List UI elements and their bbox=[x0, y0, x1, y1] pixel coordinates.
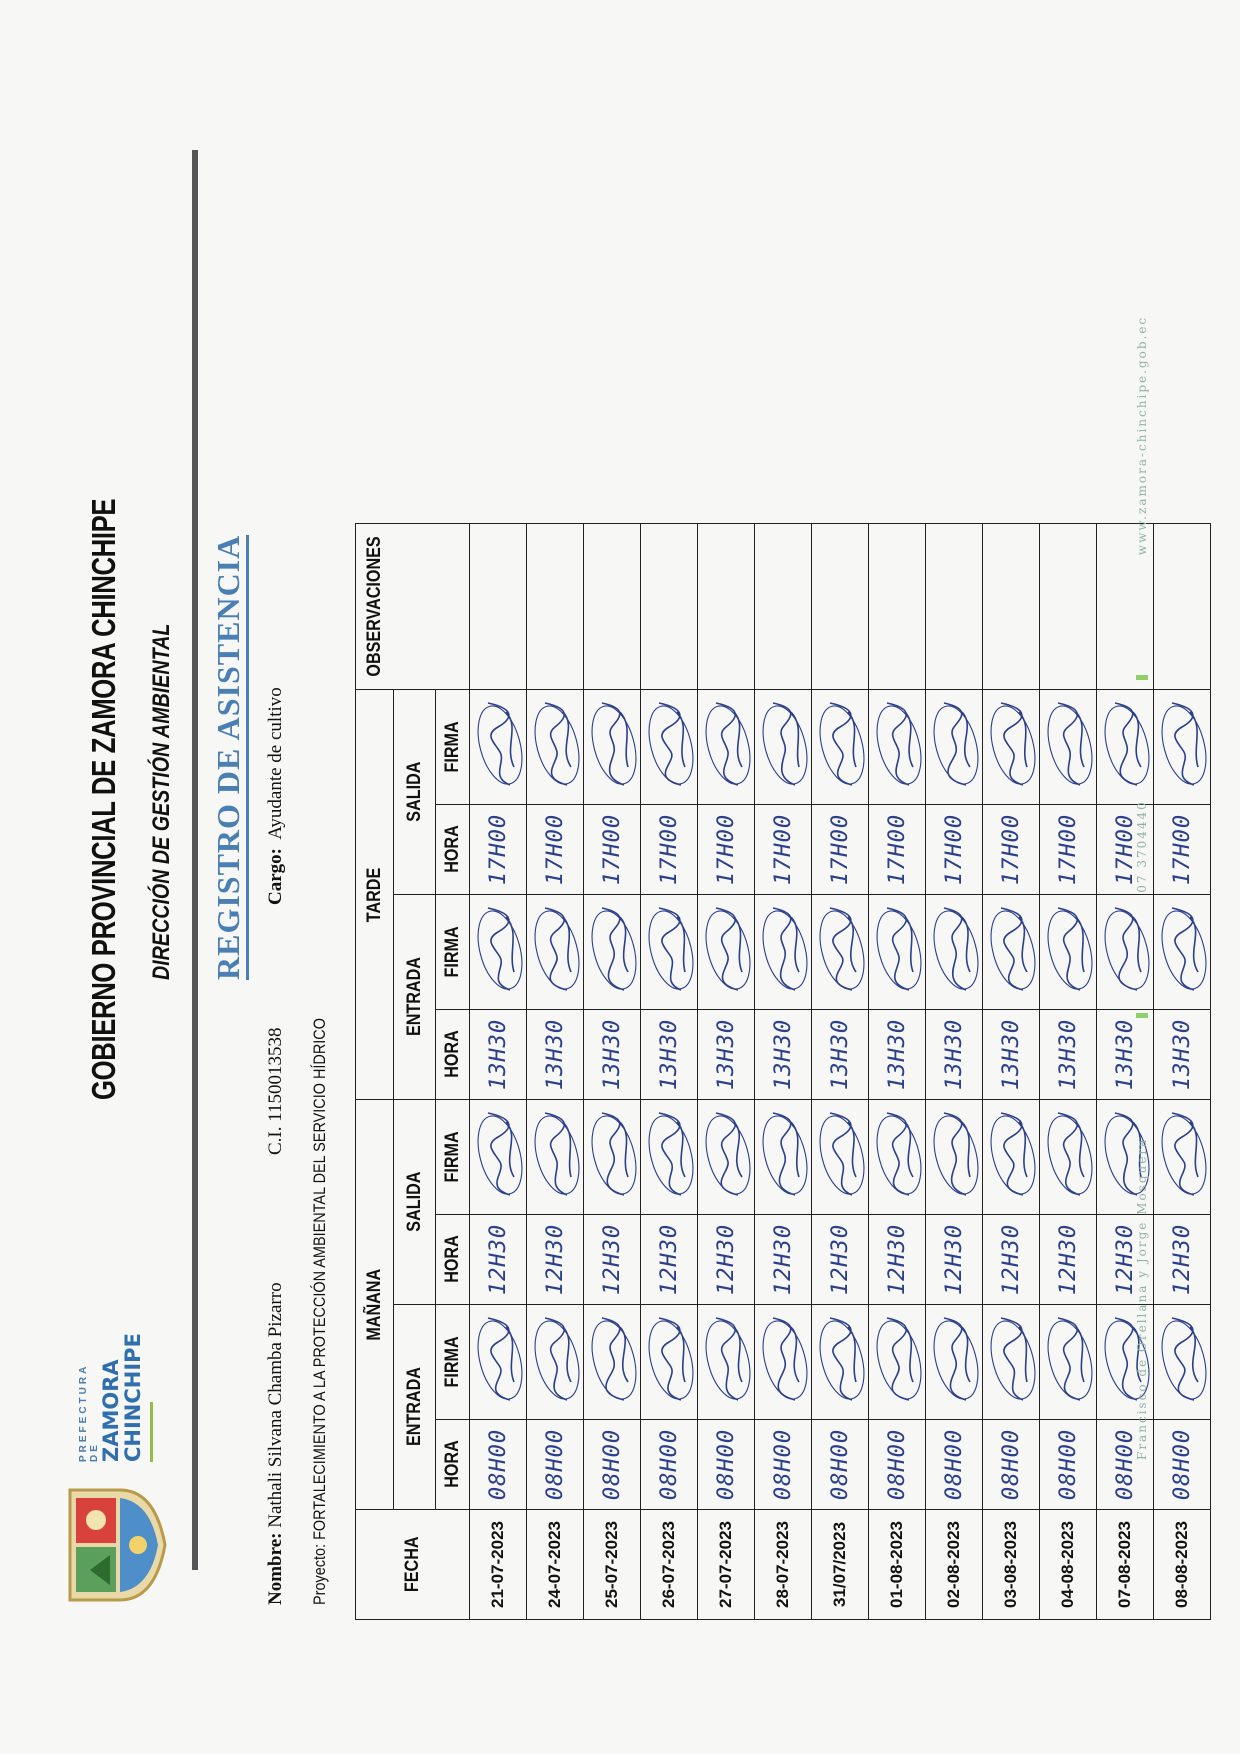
header-rule bbox=[192, 150, 198, 1570]
tarde-entrada-firma bbox=[926, 895, 983, 1010]
signature-mark bbox=[698, 1312, 754, 1412]
signature-mark bbox=[1040, 1312, 1096, 1412]
table-row bbox=[926, 523, 983, 1619]
header-firma: FIRMA bbox=[436, 1305, 470, 1420]
header-tarde-entrada: ENTRADA bbox=[394, 895, 436, 1100]
signature-mark bbox=[641, 902, 697, 1002]
document-title bbox=[210, 535, 247, 980]
signature-mark bbox=[698, 902, 754, 1002]
manana-salida-firma bbox=[812, 1100, 869, 1215]
signature-mark bbox=[698, 1107, 754, 1207]
manana-salida-firma bbox=[1040, 1100, 1097, 1215]
coat-of-arms-logo bbox=[60, 1470, 170, 1620]
signature-mark bbox=[584, 697, 640, 797]
signature-mark bbox=[1040, 1107, 1096, 1207]
tarde-salida-hora: 17H00 bbox=[641, 805, 698, 895]
tarde-entrada-firma bbox=[1154, 895, 1211, 1010]
signature-mark bbox=[527, 902, 583, 1002]
manana-entrada-firma bbox=[641, 1305, 698, 1420]
observaciones-cell bbox=[584, 523, 641, 689]
row-date: 31/07/2023 bbox=[812, 1510, 869, 1620]
table-row bbox=[584, 523, 641, 1619]
brand-line2: CHINCHIPE bbox=[121, 1333, 145, 1462]
tarde-salida-hora: 17H00 bbox=[1097, 805, 1154, 895]
signature-mark bbox=[527, 697, 583, 797]
name-label: Nombre: bbox=[265, 1532, 286, 1605]
signature-mark bbox=[983, 902, 1039, 1002]
document-title-text: REGISTRO DE ASISTENCIA bbox=[210, 535, 249, 980]
government-title: GOBIERNO PROVINCIAL DE ZAMORA CHINCHIPE bbox=[85, 498, 122, 1100]
name-field bbox=[265, 1282, 287, 1605]
tarde-salida-hora: 17H00 bbox=[584, 805, 641, 895]
manana-entrada-hora: 08H00 bbox=[584, 1420, 641, 1510]
signature-mark bbox=[983, 1107, 1039, 1207]
observaciones-cell bbox=[1040, 523, 1097, 689]
signature-mark bbox=[869, 902, 925, 1002]
tarde-salida-hora: 17H00 bbox=[1154, 805, 1211, 895]
project-value: FORTALECIMIENTO A LA PROTECCIÓN AMBIENTAL DEL SERVICIO HÍDRICO bbox=[310, 1018, 329, 1540]
tarde-salida-firma bbox=[983, 690, 1040, 805]
tarde-entrada-firma bbox=[1040, 895, 1097, 1010]
brand-small-text: PREFECTURA DE bbox=[78, 1364, 100, 1462]
manana-entrada-firma bbox=[527, 1305, 584, 1420]
signature-mark bbox=[869, 1312, 925, 1412]
tarde-salida-hora: 17H00 bbox=[470, 805, 527, 895]
brand-underline bbox=[150, 1402, 153, 1462]
row-date: 28-07-2023 bbox=[755, 1510, 812, 1620]
manana-salida-firma bbox=[755, 1100, 812, 1215]
tarde-entrada-hora: 13H30 bbox=[1097, 1010, 1154, 1100]
signature-mark bbox=[470, 1312, 526, 1412]
manana-entrada-firma bbox=[812, 1305, 869, 1420]
manana-salida-firma bbox=[470, 1100, 527, 1215]
observaciones-cell bbox=[527, 523, 584, 689]
header-manana-entrada: ENTRADA bbox=[394, 1305, 436, 1510]
manana-salida-firma bbox=[527, 1100, 584, 1215]
manana-salida-firma bbox=[698, 1100, 755, 1215]
manana-entrada-hora: 08H00 bbox=[869, 1420, 926, 1510]
signature-mark bbox=[755, 902, 811, 1002]
signature-mark bbox=[983, 1312, 1039, 1412]
project-field bbox=[310, 1018, 330, 1605]
signature-mark bbox=[755, 1107, 811, 1207]
tarde-salida-hora: 17H00 bbox=[698, 805, 755, 895]
observaciones-cell bbox=[1154, 523, 1211, 689]
tarde-entrada-firma bbox=[755, 895, 812, 1010]
manana-entrada-hora: 08H00 bbox=[698, 1420, 755, 1510]
project-label: Proyecto: bbox=[310, 1543, 329, 1605]
tarde-salida-hora: 17H00 bbox=[527, 805, 584, 895]
row-date: 04-08-2023 bbox=[1040, 1510, 1097, 1620]
tarde-salida-hora: 17H00 bbox=[755, 805, 812, 895]
row-date: 26-07-2023 bbox=[641, 1510, 698, 1620]
footer-address: Francisco de Orellana y Jorge Mosquera bbox=[1135, 1137, 1149, 1460]
tarde-entrada-firma bbox=[983, 895, 1040, 1010]
row-date: 03-08-2023 bbox=[983, 1510, 1040, 1620]
tarde-entrada-hora: 13H30 bbox=[641, 1010, 698, 1100]
table-row bbox=[869, 523, 926, 1619]
manana-salida-hora: 12H30 bbox=[1154, 1215, 1211, 1305]
signature-mark bbox=[869, 1107, 925, 1207]
header-manana-salida: SALIDA bbox=[394, 1100, 436, 1305]
manana-entrada-firma bbox=[584, 1305, 641, 1420]
manana-entrada-hora: 08H00 bbox=[470, 1420, 527, 1510]
manana-entrada-hora: 08H00 bbox=[755, 1420, 812, 1510]
footer-separator bbox=[1136, 675, 1148, 680]
manana-entrada-firma bbox=[869, 1305, 926, 1420]
footer bbox=[1135, 160, 1149, 1460]
row-date: 01-08-2023 bbox=[869, 1510, 926, 1620]
tarde-entrada-hora: 13H30 bbox=[755, 1010, 812, 1100]
row-date: 27-07-2023 bbox=[698, 1510, 755, 1620]
tarde-salida-hora: 17H00 bbox=[812, 805, 869, 895]
header-manana: MAÑANA bbox=[356, 1100, 394, 1510]
observaciones-cell bbox=[470, 523, 527, 689]
tarde-entrada-hora: 13H30 bbox=[584, 1010, 641, 1100]
tarde-entrada-hora: 13H30 bbox=[527, 1010, 584, 1100]
manana-salida-hora: 12H30 bbox=[755, 1215, 812, 1305]
manana-salida-firma bbox=[983, 1100, 1040, 1215]
signature-mark bbox=[527, 1312, 583, 1412]
signature-mark bbox=[1154, 1107, 1210, 1207]
tarde-salida-hora: 17H00 bbox=[926, 805, 983, 895]
header-hora: HORA bbox=[436, 1215, 470, 1305]
observaciones-cell bbox=[983, 523, 1040, 689]
signature-mark bbox=[470, 902, 526, 1002]
row-date: 21-07-2023 bbox=[470, 1510, 527, 1620]
observaciones-cell bbox=[755, 523, 812, 689]
manana-entrada-firma bbox=[1154, 1305, 1211, 1420]
manana-salida-hora: 12H30 bbox=[470, 1215, 527, 1305]
manana-entrada-firma bbox=[1040, 1305, 1097, 1420]
signature-mark bbox=[527, 1107, 583, 1207]
name-value: Nathali Silvana Chamba Pizarro bbox=[265, 1282, 286, 1528]
row-date: 08-08-2023 bbox=[1154, 1510, 1211, 1620]
manana-entrada-firma bbox=[926, 1305, 983, 1420]
observaciones-cell bbox=[698, 523, 755, 689]
table-row bbox=[470, 523, 527, 1619]
row-date: 07-08-2023 bbox=[1097, 1510, 1154, 1620]
manana-salida-firma bbox=[584, 1100, 641, 1215]
tarde-entrada-hora: 13H30 bbox=[983, 1010, 1040, 1100]
tarde-entrada-hora: 13H30 bbox=[698, 1010, 755, 1100]
brand-line1: ZAMORA bbox=[99, 1359, 123, 1462]
tarde-entrada-firma bbox=[698, 895, 755, 1010]
table-row bbox=[755, 523, 812, 1619]
manana-salida-firma bbox=[869, 1100, 926, 1215]
manana-salida-firma bbox=[1154, 1100, 1211, 1215]
row-date: 02-08-2023 bbox=[926, 1510, 983, 1620]
tarde-salida-firma bbox=[527, 690, 584, 805]
tarde-entrada-hora: 13H30 bbox=[869, 1010, 926, 1100]
tarde-salida-hora: 17H00 bbox=[1040, 805, 1097, 895]
tarde-salida-hora: 17H00 bbox=[983, 805, 1040, 895]
observaciones-cell bbox=[812, 523, 869, 689]
cargo-field bbox=[265, 687, 287, 905]
table-row bbox=[983, 523, 1040, 1619]
signature-mark bbox=[926, 1312, 982, 1412]
signature-mark bbox=[755, 1312, 811, 1412]
signature-mark bbox=[1154, 902, 1210, 1002]
header-tarde: TARDE bbox=[356, 690, 394, 1100]
tarde-salida-firma bbox=[755, 690, 812, 805]
manana-entrada-hora: 08H00 bbox=[1040, 1420, 1097, 1510]
tarde-salida-firma bbox=[470, 690, 527, 805]
tarde-entrada-hora: 13H30 bbox=[1040, 1010, 1097, 1100]
manana-salida-hora: 12H30 bbox=[926, 1215, 983, 1305]
signature-mark bbox=[584, 902, 640, 1002]
header-firma: FIRMA bbox=[436, 895, 470, 1010]
manana-salida-hora: 12H30 bbox=[1097, 1215, 1154, 1305]
manana-salida-hora: 12H30 bbox=[527, 1215, 584, 1305]
manana-entrada-firma bbox=[755, 1305, 812, 1420]
manana-entrada-firma bbox=[983, 1305, 1040, 1420]
tarde-salida-firma bbox=[869, 690, 926, 805]
tarde-entrada-hora: 13H30 bbox=[1154, 1010, 1211, 1100]
manana-entrada-hora: 08H00 bbox=[527, 1420, 584, 1510]
manana-salida-hora: 12H30 bbox=[869, 1215, 926, 1305]
manana-entrada-hora: 08H00 bbox=[983, 1420, 1040, 1510]
tarde-entrada-firma bbox=[641, 895, 698, 1010]
signature-mark bbox=[584, 1107, 640, 1207]
signature-mark bbox=[869, 697, 925, 797]
signature-mark bbox=[812, 697, 868, 797]
header-tarde-salida: SALIDA bbox=[394, 690, 436, 895]
signature-mark bbox=[812, 902, 868, 1002]
manana-entrada-firma bbox=[698, 1305, 755, 1420]
tarde-salida-firma bbox=[1040, 690, 1097, 805]
manana-entrada-firma bbox=[470, 1305, 527, 1420]
tarde-entrada-firma bbox=[812, 895, 869, 1010]
tarde-salida-firma bbox=[926, 690, 983, 805]
table-row bbox=[698, 523, 755, 1619]
footer-separator bbox=[1136, 1013, 1148, 1018]
signature-mark bbox=[1040, 697, 1096, 797]
observaciones-cell bbox=[641, 523, 698, 689]
tarde-entrada-hora: 13H30 bbox=[926, 1010, 983, 1100]
table-row bbox=[641, 523, 698, 1619]
tarde-entrada-hora: 13H30 bbox=[812, 1010, 869, 1100]
manana-entrada-hora: 08H00 bbox=[641, 1420, 698, 1510]
header-hora: HORA bbox=[436, 805, 470, 895]
manana-salida-hora: 12H30 bbox=[641, 1215, 698, 1305]
ci-field: C.I. 1150013538 bbox=[265, 1027, 286, 1155]
department-title: DIRECCIÓN DE GESTIÓN AMBIENTAL bbox=[148, 623, 175, 980]
signature-mark bbox=[812, 1312, 868, 1412]
footer-phone: 07 3704440 bbox=[1135, 800, 1149, 893]
row-date: 24-07-2023 bbox=[527, 1510, 584, 1620]
manana-salida-hora: 12H30 bbox=[698, 1215, 755, 1305]
signature-mark bbox=[812, 1107, 868, 1207]
signature-mark bbox=[470, 1107, 526, 1207]
observaciones-cell bbox=[869, 523, 926, 689]
tarde-salida-hora: 17H00 bbox=[869, 805, 926, 895]
tarde-salida-firma bbox=[812, 690, 869, 805]
manana-salida-hora: 12H30 bbox=[1040, 1215, 1097, 1305]
signature-mark bbox=[1154, 697, 1210, 797]
table-row bbox=[812, 523, 869, 1619]
cargo-label: Cargo: bbox=[265, 848, 286, 905]
table-row bbox=[1154, 523, 1211, 1619]
table-row bbox=[1040, 523, 1097, 1619]
attendance-rows bbox=[470, 523, 1211, 1619]
signature-mark bbox=[1040, 902, 1096, 1002]
header-observaciones: OBSERVACIONES bbox=[356, 523, 470, 689]
footer-web: www.zamora-chinchipe.gob.ec bbox=[1135, 315, 1149, 556]
row-date: 25-07-2023 bbox=[584, 1510, 641, 1620]
signature-mark bbox=[926, 1107, 982, 1207]
signature-mark bbox=[584, 1312, 640, 1412]
table-row bbox=[527, 523, 584, 1619]
manana-salida-hora: 12H30 bbox=[983, 1215, 1040, 1305]
manana-entrada-hora: 08H00 bbox=[1154, 1420, 1211, 1510]
header-fecha: FECHA bbox=[356, 1510, 470, 1620]
tarde-salida-firma bbox=[584, 690, 641, 805]
tarde-salida-firma bbox=[698, 690, 755, 805]
manana-salida-firma bbox=[641, 1100, 698, 1215]
header-firma: FIRMA bbox=[436, 690, 470, 805]
signature-mark bbox=[1154, 1312, 1210, 1412]
manana-entrada-hora: 08H00 bbox=[812, 1420, 869, 1510]
manana-entrada-hora: 08H00 bbox=[1097, 1420, 1154, 1510]
signature-mark bbox=[926, 697, 982, 797]
signature-mark bbox=[470, 697, 526, 797]
header-firma: FIRMA bbox=[436, 1100, 470, 1215]
signature-mark bbox=[641, 697, 697, 797]
manana-salida-firma bbox=[926, 1100, 983, 1215]
header-hora: HORA bbox=[436, 1420, 470, 1510]
signature-mark bbox=[755, 697, 811, 797]
manana-entrada-hora: 08H00 bbox=[926, 1420, 983, 1510]
manana-salida-hora: 12H30 bbox=[812, 1215, 869, 1305]
tarde-entrada-firma bbox=[470, 895, 527, 1010]
attendance-table bbox=[355, 523, 1211, 1620]
tarde-salida-firma bbox=[1154, 690, 1211, 805]
signature-mark bbox=[926, 902, 982, 1002]
signature-mark bbox=[641, 1107, 697, 1207]
tarde-entrada-hora: 13H30 bbox=[470, 1010, 527, 1100]
attendance-sheet bbox=[60, 60, 1195, 1620]
tarde-entrada-firma bbox=[527, 895, 584, 1010]
tarde-entrada-firma bbox=[584, 895, 641, 1010]
signature-mark bbox=[698, 697, 754, 797]
observaciones-cell bbox=[926, 523, 983, 689]
tarde-salida-firma bbox=[641, 690, 698, 805]
header-hora: HORA bbox=[436, 1010, 470, 1100]
manana-salida-hora: 12H30 bbox=[584, 1215, 641, 1305]
signature-mark bbox=[641, 1312, 697, 1412]
signature-mark bbox=[983, 697, 1039, 797]
tarde-entrada-firma bbox=[869, 895, 926, 1010]
prefectura-brand bbox=[78, 1333, 170, 1462]
cargo-value: Ayudante de cultivo bbox=[265, 687, 286, 840]
